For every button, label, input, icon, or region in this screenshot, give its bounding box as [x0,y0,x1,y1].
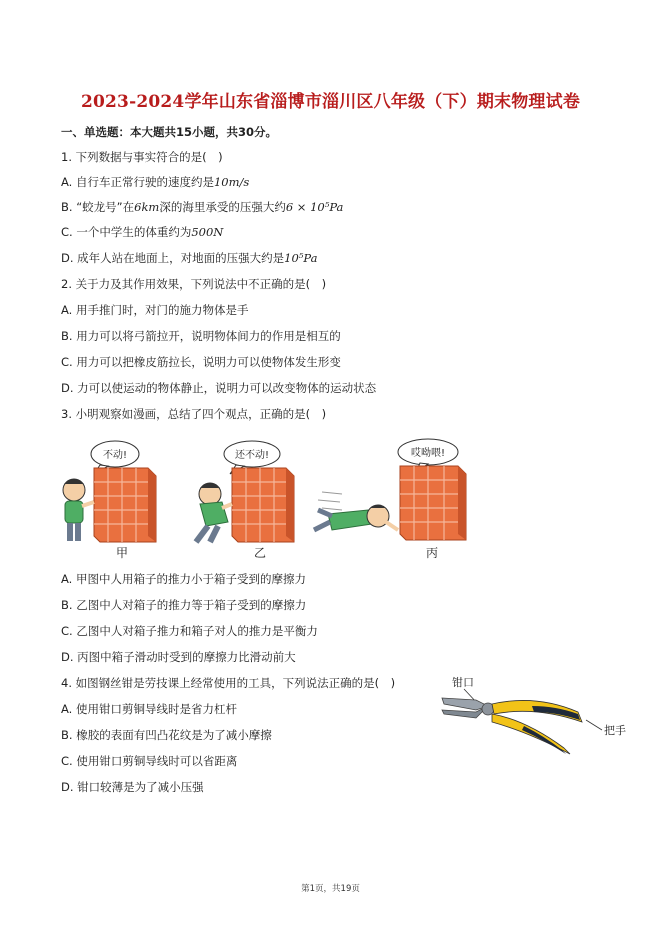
question-3-option-b: B. 乙图中人对箱子的推力等于箱子受到的摩擦力 [61,598,307,612]
question-3-option-a: A. 甲图中人用箱子的推力小于箱子受到的摩擦力 [61,572,306,586]
question-2-option-b: B. 用力可以将弓箭拉开，说明物体间力的作用是相互的 [61,329,341,343]
question-1-stem: 1. 下列数据与事实符合的是( ) [61,150,223,164]
panel-label-jia: 甲 [115,546,129,560]
pliers-figure [436,672,636,762]
bubble-text-bing: 哎呦喂! [410,448,446,459]
section-heading: 一、单选题：本大题共15小题，共30分。 [61,125,278,139]
option-text: B. “蛟龙号”在 [61,200,135,214]
question-3-stem: 3. 小明观察如漫画，总结了四个观点，正确的是( ) [61,407,327,421]
question-4-option-b: B. 橡胶的表面有凹凸花纹是为了减小摩擦 [61,728,272,742]
panel-label-bing: 丙 [425,546,439,560]
question-3-option-d: D. 丙图中箱子滑动时受到的摩擦力比滑动前大 [61,650,296,664]
question-1-option-d [61,251,318,265]
panel-label-yi: 乙 [253,546,267,560]
question-4-option-d: D. 钳口较薄是为了减小压强 [61,780,204,794]
option-math: 6 × 10⁵Pa [285,200,344,214]
option-text: C. 一个中学生的体重约为 [61,225,192,239]
option-math: 10m/s [213,175,250,189]
option-math: 6km [134,200,160,214]
option-text: A. 自行车正常行驶的速度约是 [61,175,214,189]
option-text: 深的海里承受的压强大约 [159,200,286,214]
question-3-option-c: C. 乙图中人对箱子推力和箱子对人的推力是平衡力 [61,624,318,638]
question-1-option-a [61,175,249,189]
pliers-label-handle: 把手 [604,724,626,737]
option-text: D. 成年人站在地面上，对地面的压强大约是 [61,251,285,265]
bubble-text-jia: 不动! [102,450,128,461]
question-3-comic-figure [60,432,490,562]
comic-panel-jia [63,441,156,560]
question-4-stem: 4. 如图钢丝钳是劳技课上经常使用的工具，下列说法正确的是( ) [61,676,396,690]
question-2-option-a: A. 用手推门时，对门的施力物体是手 [61,303,249,317]
comic-panel-yi [196,441,294,560]
page-footer: 第1页，共19页 [301,884,360,894]
question-4-option-a: A. 使用钳口剪铜导线时是省力杠杆 [61,702,237,716]
bubble-text-yi: 还不动! [234,450,270,461]
question-1-option-c [61,225,223,239]
question-2-stem: 2. 关于力及其作用效果，下列说法中不正确的是( ) [61,277,327,291]
option-math: 10⁵Pa [284,251,318,265]
question-4-option-c: C. 使用钳口剪铜导线时可以省距离 [61,754,238,768]
question-1-option-b [61,200,343,214]
question-2-option-d: D. 力可以使运动的物体静止，说明力可以改变物体的运动状态 [61,381,377,395]
question-2-option-c: C. 用力可以把橡皮筋拉长，说明力可以使物体发生形变 [61,355,341,369]
pliers-label-jaw: 钳口 [452,676,474,689]
exam-title: 2023-2024学年山东省淄博市淄川区八年级（下）期末物理试卷 [80,92,581,112]
comic-panel-bing [314,439,466,560]
option-math: 500N [191,225,224,239]
